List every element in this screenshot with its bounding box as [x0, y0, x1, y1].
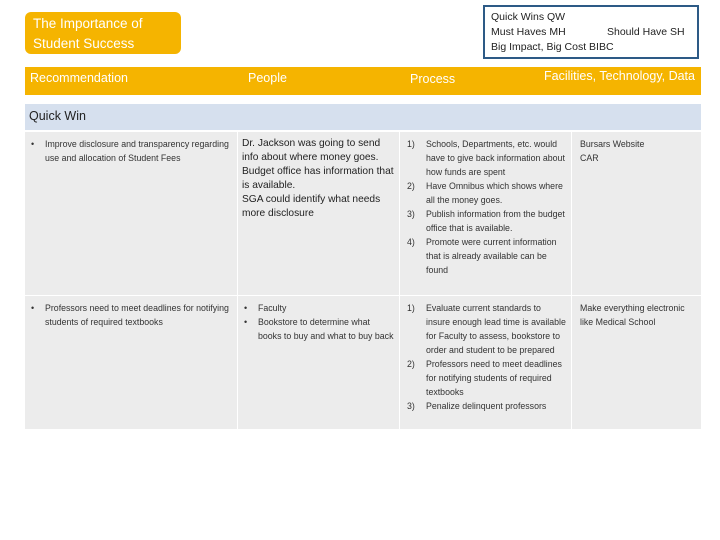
legend-line-1: [491, 10, 697, 25]
legend-line-3: [491, 40, 697, 55]
people-list: [242, 301, 395, 343]
header-recommendation: Recommendation: [30, 71, 128, 85]
process-list: [404, 137, 567, 277]
process-text: Schools, Departments, etc. would have to give back information about how funds are spent: [426, 139, 565, 177]
table-row: [25, 131, 701, 295]
legend-should-have: Should Have SH: [607, 26, 685, 38]
table-header: [25, 67, 701, 95]
process-item: [404, 301, 567, 357]
legend-must-haves: Must Haves MH: [491, 26, 566, 38]
recommendation-item: • Improve disclosure and transparency regarding use and allocation of Student Fees: [29, 137, 233, 165]
header-process: Process: [410, 72, 456, 86]
process-number: 3): [407, 209, 415, 219]
people-item: • Bookstore to determine what books to buy and what to buy back: [242, 315, 395, 343]
people-line: Dr. Jackson was going to send info about where money goes.: [242, 138, 381, 163]
row-facilities-cell: [572, 296, 701, 429]
row-recommendation-cell: [25, 296, 238, 429]
people-item: • Faculty: [242, 301, 395, 315]
recommendation-item: • Professors need to meet deadlines for notifying students of required textbooks: [29, 301, 233, 329]
legend-line-2: [491, 25, 697, 40]
legend-box: [483, 5, 699, 59]
process-text: Have Omnibus which shows where all the money goes.: [426, 181, 563, 205]
row-recommendation-cell: [25, 132, 238, 295]
section-label: Quick Win: [29, 109, 86, 123]
process-list: [404, 301, 567, 413]
process-item: [404, 399, 567, 413]
facilities-line: CAR: [580, 153, 599, 163]
section-quick-win: [25, 104, 701, 130]
process-text: Evaluate current standards to insure enough lead time is available for Faculty to assess, bookstore to order and student to be prepared: [426, 303, 566, 355]
table-row: [25, 295, 701, 429]
process-number: 1): [407, 303, 415, 313]
process-text: Professors need to meet deadlines for notifying students of required textbooks: [426, 359, 562, 397]
process-number: 2): [407, 181, 415, 191]
page-title: The Importance of Student Success: [25, 12, 181, 54]
people-line: Budget office has information that is available.: [242, 166, 394, 191]
process-text: Penalize delinquent professors: [426, 401, 547, 411]
process-text: Publish information from the budget office that is available.: [426, 209, 565, 233]
header-people: People: [248, 71, 287, 85]
recommendation-list: [29, 137, 233, 165]
process-number: 1): [407, 139, 415, 149]
process-item: [404, 235, 567, 277]
process-item: [404, 207, 567, 235]
header-facilities: Facilities, Technology, Data: [543, 69, 695, 83]
recommendation-list: [29, 301, 233, 329]
legend-quick-wins: Quick Wins QW: [491, 11, 566, 23]
row-process-cell: [400, 132, 572, 295]
process-number: 3): [407, 401, 415, 411]
row-people-cell: [238, 296, 400, 429]
process-item: [404, 357, 567, 399]
facilities-line: Bursars Website: [580, 139, 645, 149]
facilities-text: Make everything electronic like Medical School: [580, 303, 685, 327]
row-people-cell: [238, 132, 400, 295]
row-facilities-cell: [572, 132, 701, 295]
process-item: [404, 137, 567, 179]
process-number: 4): [407, 237, 415, 247]
people-line: SGA could identify what needs more disclosure: [242, 194, 381, 219]
process-number: 2): [407, 359, 415, 369]
legend-big-impact: Big Impact, Big Cost BIBC: [491, 41, 614, 53]
row-process-cell: [400, 296, 572, 429]
process-text: Promote were current information that is already available can be found: [426, 237, 557, 275]
process-item: [404, 179, 567, 207]
